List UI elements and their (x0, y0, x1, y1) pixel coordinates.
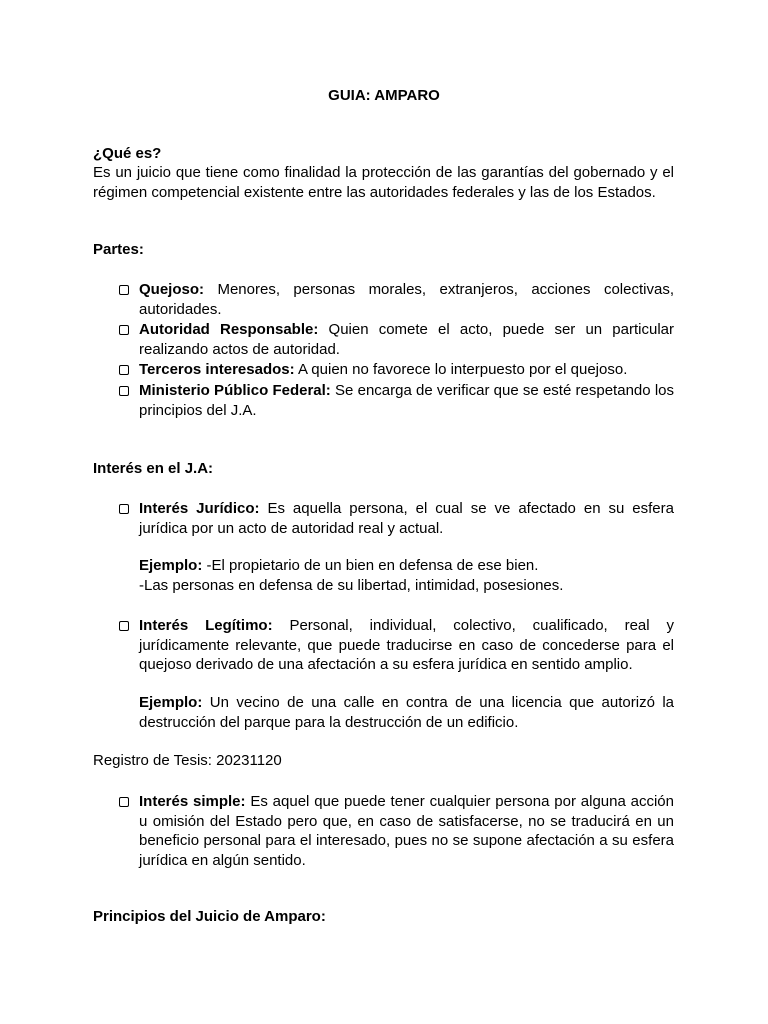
parte-label: Autoridad Responsable: (139, 321, 319, 338)
checkbox-icon[interactable] (119, 365, 129, 375)
checkbox-icon[interactable] (119, 386, 129, 396)
interes-juridico-label: Interés Jurídico: (139, 500, 260, 517)
parte-text: Menores, personas morales, extranjeros, acciones colectivas, autoridades. (139, 281, 674, 318)
principios-heading: Principios del Juicio de Amparo: (93, 908, 326, 925)
document-title: GUIA: AMPARO (328, 87, 440, 104)
ejemplo-label: Ejemplo: (139, 557, 203, 574)
partes-heading: Partes: (93, 241, 144, 258)
interes-legitimo-label: Interés Legítimo: (139, 617, 273, 634)
ejemplo-line: -El propietario de un bien en defensa de ese bien. (202, 557, 539, 574)
checkbox-icon[interactable] (119, 621, 129, 631)
parte-item-autoridad (139, 320, 674, 359)
interes-legitimo-item (139, 616, 674, 675)
parte-label: Ministerio Público Federal: (139, 382, 331, 399)
interes-legitimo-text: Personal, individual, colectivo, cualificado, real y jurídicamente relevante, que puede traducirse en caso de concederse para el quejoso derivado de una afectación a su esfera jurídica en sentido amplio. (139, 617, 674, 673)
interes-simple-text: Es aquel que puede tener cualquier persona por alguna acción u omisión del Estado pero que, en caso de satisfacerse, no se traducirá en un beneficio personal para el interesado, pues no se supone afectación a su esfera jurídica en algún sentido. (139, 793, 674, 869)
parte-item-ministerio (139, 381, 674, 420)
ejemplo-text: Un vecino de una calle en contra de una licencia que autorizó la destrucción del parque para la destrucción de un edificio. (139, 694, 674, 731)
checkbox-icon[interactable] (119, 325, 129, 335)
checkbox-icon[interactable] (119, 797, 129, 807)
que-es-heading: ¿Qué es? (93, 145, 162, 162)
interes-juridico-text: Es aquella persona, el cual se ve afectado en su esfera jurídica por un acto de autoridad real y actual. (139, 500, 674, 537)
interes-heading: Interés en el J.A: (93, 460, 214, 477)
parte-text: Se encarga de verificar que se esté respetando los principios del J.A. (139, 382, 674, 419)
interes-simple-item (139, 792, 674, 870)
ejemplo-juridico (139, 556, 674, 595)
registro-tesis: Registro de Tesis: 20231120 (93, 752, 282, 769)
interes-simple-label: Interés simple: (139, 793, 246, 810)
parte-item-quejoso (139, 280, 674, 319)
parte-text: Quien comete el acto, puede ser un particular realizando actos de autoridad. (139, 321, 674, 358)
checkbox-icon[interactable] (119, 285, 129, 295)
checkbox-icon[interactable] (119, 504, 129, 514)
parte-label: Terceros interesados: (139, 361, 295, 378)
ejemplo-line: -Las personas en defensa de su libertad, intimidad, posesiones. (139, 576, 564, 594)
que-es-text: Es un juicio que tiene como finalidad la protección de las garantías del gobernado y el régimen competencial existente entre las autoridades federales y las de los Estados. (93, 164, 674, 201)
ejemplo-label: Ejemplo: (139, 694, 203, 711)
ejemplo-legitimo (139, 693, 674, 732)
interes-juridico-item (139, 499, 674, 538)
parte-label: Quejoso: (139, 281, 205, 298)
parte-item-terceros (139, 360, 674, 380)
parte-text: A quien no favorece lo interpuesto por el quejoso. (294, 361, 628, 378)
